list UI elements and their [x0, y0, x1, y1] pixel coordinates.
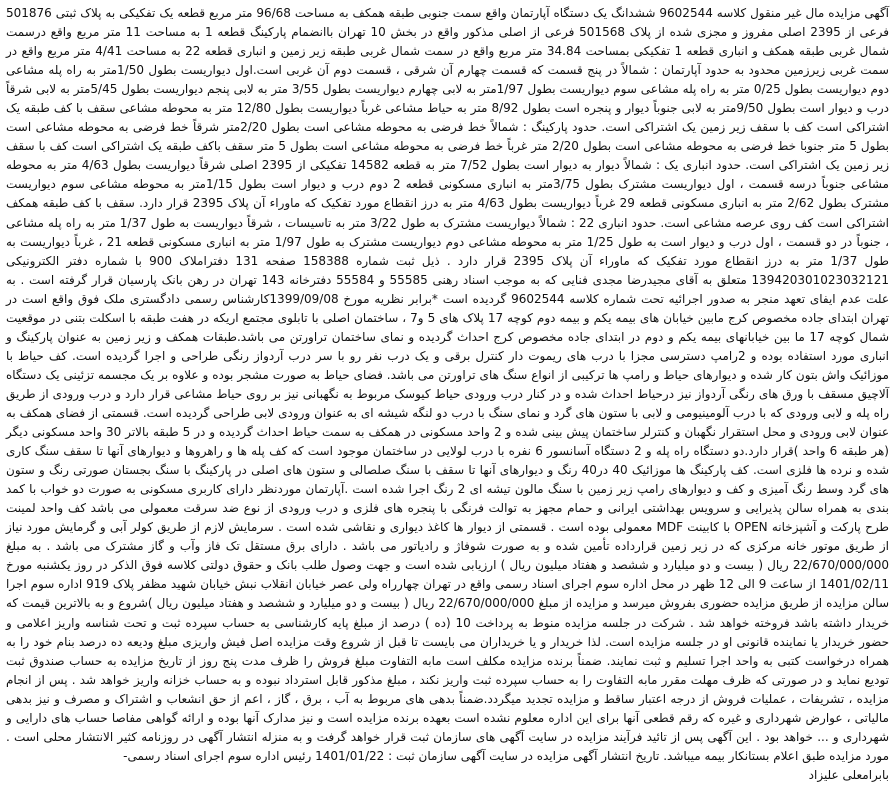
notice-signature: بابرامعلی علیزاد — [808, 767, 889, 782]
notice-body-text: آگهی مزایده مال غیر منقول کلاسه 9602544 ششدانگ یک دستگاه آپارتمان واقع سمت جنوبی طبقه همکف به مساحت 96/68 متر مربع قطعه یک تفکیکی به پلاک ثبتی 501876 فرعی از 2395 اصلی مفروز و مجزی شده از پلاک 501568 فرعی از اصلی مذکور واقع در بخش 10 تهران باانضمام پارکینگ قطعه 1 به مساحت 11 متر مربع واقع درسمت شمال غربی طبقه همکف و انباری قطعه 1 تفکیکی بمساحت 34.84 متر مربع واقع در سمت شمال غربی طبقه زیر زمین و انباری قطعه 22 به مساحت 4/41 متر مربع واقع در سمت غربی زیرزمین محدود به حدود آپارتمان : شمالاً در پنج قسمت که قسمت چهارم آن شرقی ، قسمت دوم آن غربی است.اول دیواریست بطول 1/50متر به راه پله مشاعی دوم دیواریست بطول 0/25 متر به راه پله مشاعی سوم دیواریست بطول 1/97متر به لابی چهارم دیواریست بطول 3/55 متر به لابی پنجم دیواریست بطول 5/45متر به لابی شرقاً درب و دیوار است بطول 9/50متر به لابی جنوباً دیوار و پنجره است بطول 8/92 متر به حیاط مشاعی غرباً دیواریست بطول 12/80 متر به محوطه مشاعی سقف با کف طبقه یک اشتراکی است کف با سقف زیر زمین یک اشتراکی است. حدود پارکینگ : شمالاً خط فرضی به محوطه مشاعی است بطول 2/20متر شرقاً خط فرضی به محوطه مشاعی است بطول 5 متر جنوبا خط فرضی به محوطه مشاعی است بطول 2/20 متر غرباً خط فرضی به محوطه مشاعی است بطول 5 متر سقف باکف طبقه یک اشتراکی است کف با سقف زیر زمین یک اشتراکی است. حدود انباری یک : شمالاً دیوار به دیوار است بطول 7/52 متر به قطعه 14582 تفکیکی از 2395 اصلی شرقاً دیواریست بطول 4/63 متر به محوطه مشاعی جنوباً درسه قسمت ، اول دیواریست مشترک بطول 3/75متر به انباری مسکونی قطعه 2 دوم درب و دیوار است بطول 1/15متر به محوطه مشاعی سوم دیواریست مشترک بطول 2/62 متر به انباری مسکونی قطعه 29 غرباً دیواریست بطول 4/63 متر به درز انقطاع مورد تفکیک که ماوراء آن پلاک 2395 قرار دارد. سقف با کف طبقه همکف اشتراکی است کف روی عرصه مشاعی است. حدود انباری 22 : شمالاً دیواریست مشترک به طول 3/22 متر به تاسیسات ، شرقاً دیواریست به طول 1/37 متر به راه پله مشاعی ، جنوباً در دو قسمت ، اول درب و دیوار است به طول 1/25 متر به محوطه مشاعی دوم دیواریست مشترک به طول 1/97 متر به انباری مسکونی قطعه 21 ، غرباً دیواریست به طول 1/37 متر به درز انقطاع مورد تفکیک که ماوراء آن پلاک 2395 قرار دارد . ذیل ثبت شماره 158388 صفحه 131 دفتراملاک 900 با شماره دفتر الکترونیکی 139420301023032121 متعلق به آقای مجیدرضا مجدی فنایی که به موجب اسناد رهنی 55585 و 55584 دفترخانه 143 تهران در رهن بانک پارسیان قرار گرفته است . به علت عدم ایفای تعهد منجر به صدور اجرائیه تحت شماره کلاسه 9602544 گردیده است *برابر نظریه مورخ 1399/09/08کارشناس رسمی دادگستری ملک فوق واقع است در تهران ابتدای جاده مخصوص کرج مابین خیابان های بیمه یکم و بیمه دوم کوچه 17 پلاک های 5 و7 ، ساختمان اصلی با تابلوی مجتمع اریکه در هفت طبقه با اسکلت بتنی در موقعیت شمال کوچه 17 ما بین خیابانهای بیمه یکم و دوم در ابتدای جاده مخصوص کرج احداث گردیده و نمای ساختمان تراورتن می باشد.طبقات همکف و زیر زمین به عنوان پارکینگ و انباری مورد استفاده بوده و 2رامپ دسترسی مجزا با درب های ریموت دار کنترل برقی و یک درب نفر رو با سر درب آردواز رنگی طراحی و اجرا گردیده است. کف حیاط با موزائیک واش بتون کار شده و دیوارهای حیاط و رامپ ها ترکیبی از انواع سنگ های تراورتن می باشد. فضای حیاط به صورت مشجر بوده و علاوه بر یک مجسمه تزئینی یک دستگاه آلاچیق مسقف با ورق های رنگی آردواز نیز درحیاط احداث شده و در کنار درب ورودی حیاط کیوسک مربوط به نگهبانی نیز بر روی حیاط مشاعی قرار دارد و درب ورودی از طریق راه پله و لابی ورودی که با درب آلومینیومی و لابی با ستون های گرد و نمای سنگ با درب دو لنگه شیشه ای به عنوان ورودی لابی طراحی گردیده است. قسمتی از فضای همکف به عنوان لابی ورودی و محل استقرار نگهبان و کنترلر ساختمان پیش بینی شده و 2 واحد مسکونی در همکف به سمت حیاط احداث گردیده و در 5 طبقه بالاتر 30 واحد مسکونی دیگر (هر طبقه 6 واحد )قرار دارد.دو دستگاه راه پله و 2 دستگاه آسانسور 6 نفره با درب لولایی در ساختمان موجود است که کف پله ها و راهروها و دیوارهای آنها تا سقف سنگ کاری شده و نرده ها فلزی است. کف پارکینگ ها موزائیک 40 در40 رنگ و دیوارهای آنها تا سقف با سنگ صلصالی و ستون های اصلی در پارکینگ با سنگ بجستان صورتی رنگ و ستون های گرد وسط رنگ آمیزی و کف و دیوارهای رامپ زیر زمین با سنگ مالون تیشه ای 2 رنگ اجرا شده است .آپارتمان موردنظر دارای کاربری مسکونی به صورت دو خواب با کمد بندی به همراه سالن پذیرایی و سرویس بهداشتی ایرانی و حمام مجهز به توالت فرنگی با پنجره های فلزی و درب ورودی از نوع ضد سرقت معمولی می باشد کف واحد لمینت طرح پارکت و آشپزخانه OPEN با کابینت MDF معمولی بوده است . قسمتی از دیوار ها کاغذ دیواری و نقاشی شده است . سرمایش لازم از طریق کولر آبی و گرمایش مورد نیاز از طریق موتور خانه مرکزی که در زیر زمین قرارداده تأمین شده و به صورت شوفاژ و رادیاتور می باشد . دارای برق مستقل تک فاز وآب و گاز مشترک می باشد . به مبلغ 22/670/000/000 ریال ( بیست و دو میلیارد و ششصد و هفتاد میلیون ریال ) ارزیابی شده است و جهت وصول طلب بانک و حقوق دولتی کلاسه فوق الذکر در روز یکشنبه مورخ 1401/02/11 از ساعت 9 الی 12 ظهر در محل اداره سوم اجرای اسناد رسمی واقع در تهران چهارراه ولی عصر خیابان انقلاب نبش خیابان شهید مظفر پلاک 919 اداره سوم اجرا سالن مزایده از طریق مزایده حضوری بفروش میرسد و مزایده از مبلغ 22/670/000/000 ریال ( بیست و دو میلیارد و ششصد و هفتاد میلیون ریال )شروع و به بالاترین قیمت که خریدار داشته باشد فروخته خواهد شد . شرکت در جلسه مزایده منوط به پرداخت 10 (ده ) درصد از مبلغ پایه کارشناسی به حساب سپرده ثبت و تحت شناسه واریز اعلامی و حضور خریدار یا نماینده قانونی او در جلسه مزایده است. لذا خریدار و یا خریداران می بایست تا قبل از شروع وقت مزایده اصل فیش واریزی مبلغ ودیعه ده درصد بنام خود را به همراه درخواست کتبی به واحد اجرا تسلیم و ثبت نمایند. ضمناً برنده مزایده مکلف است مابه التفاوت مبلغ فروش را ظرف مدت پنج روز از تاریخ مزایده به حساب صندوق ثبت تودیع نماید و در صورتی که ظرف مهلت مقرر مابه التفاوت را به حساب سپرده ثبت واریز نکند ، مبلغ مذکور قابل استرداد نبوده و به حساب خزانه واریز خواهد شد . پس از انجام مزایده ، تشریفات ، عملیات فروش از درجه اعتبار ساقط و مزایده تجدید میگردد.ضمناً بدهی های مربوط به آب ، برق ، گاز ، اعم از حق انشعاب و اشتراک و مصرف و نیز بدهی مالیاتی ، عوارض شهرداری و غیره که رقم قطعی آنها برای این اداره معلوم نشده است بعهده برنده مزایده است و نیز مدارک آنها بوده و ارائه گواهی مفاصا حساب های دارایی و شهرداری و ... خواهد بود . این آگهی پس از تائید فرآیند مزایده در سایت آگهی های سازمان ثبت قرار خواهد گرفت و به منزله انتشار آگهی در روزنامه کثیر الانتشار محلی است . مورد مزایده طبق اعلام بستانکار بیمه میباشد. تاریخ انتشار آگهی مزایده در سایت آگهی سازمان ثبت : 1401/01/22 رئیس اداره سوم اجرای اسناد رسمی- — [6, 6, 890, 763]
